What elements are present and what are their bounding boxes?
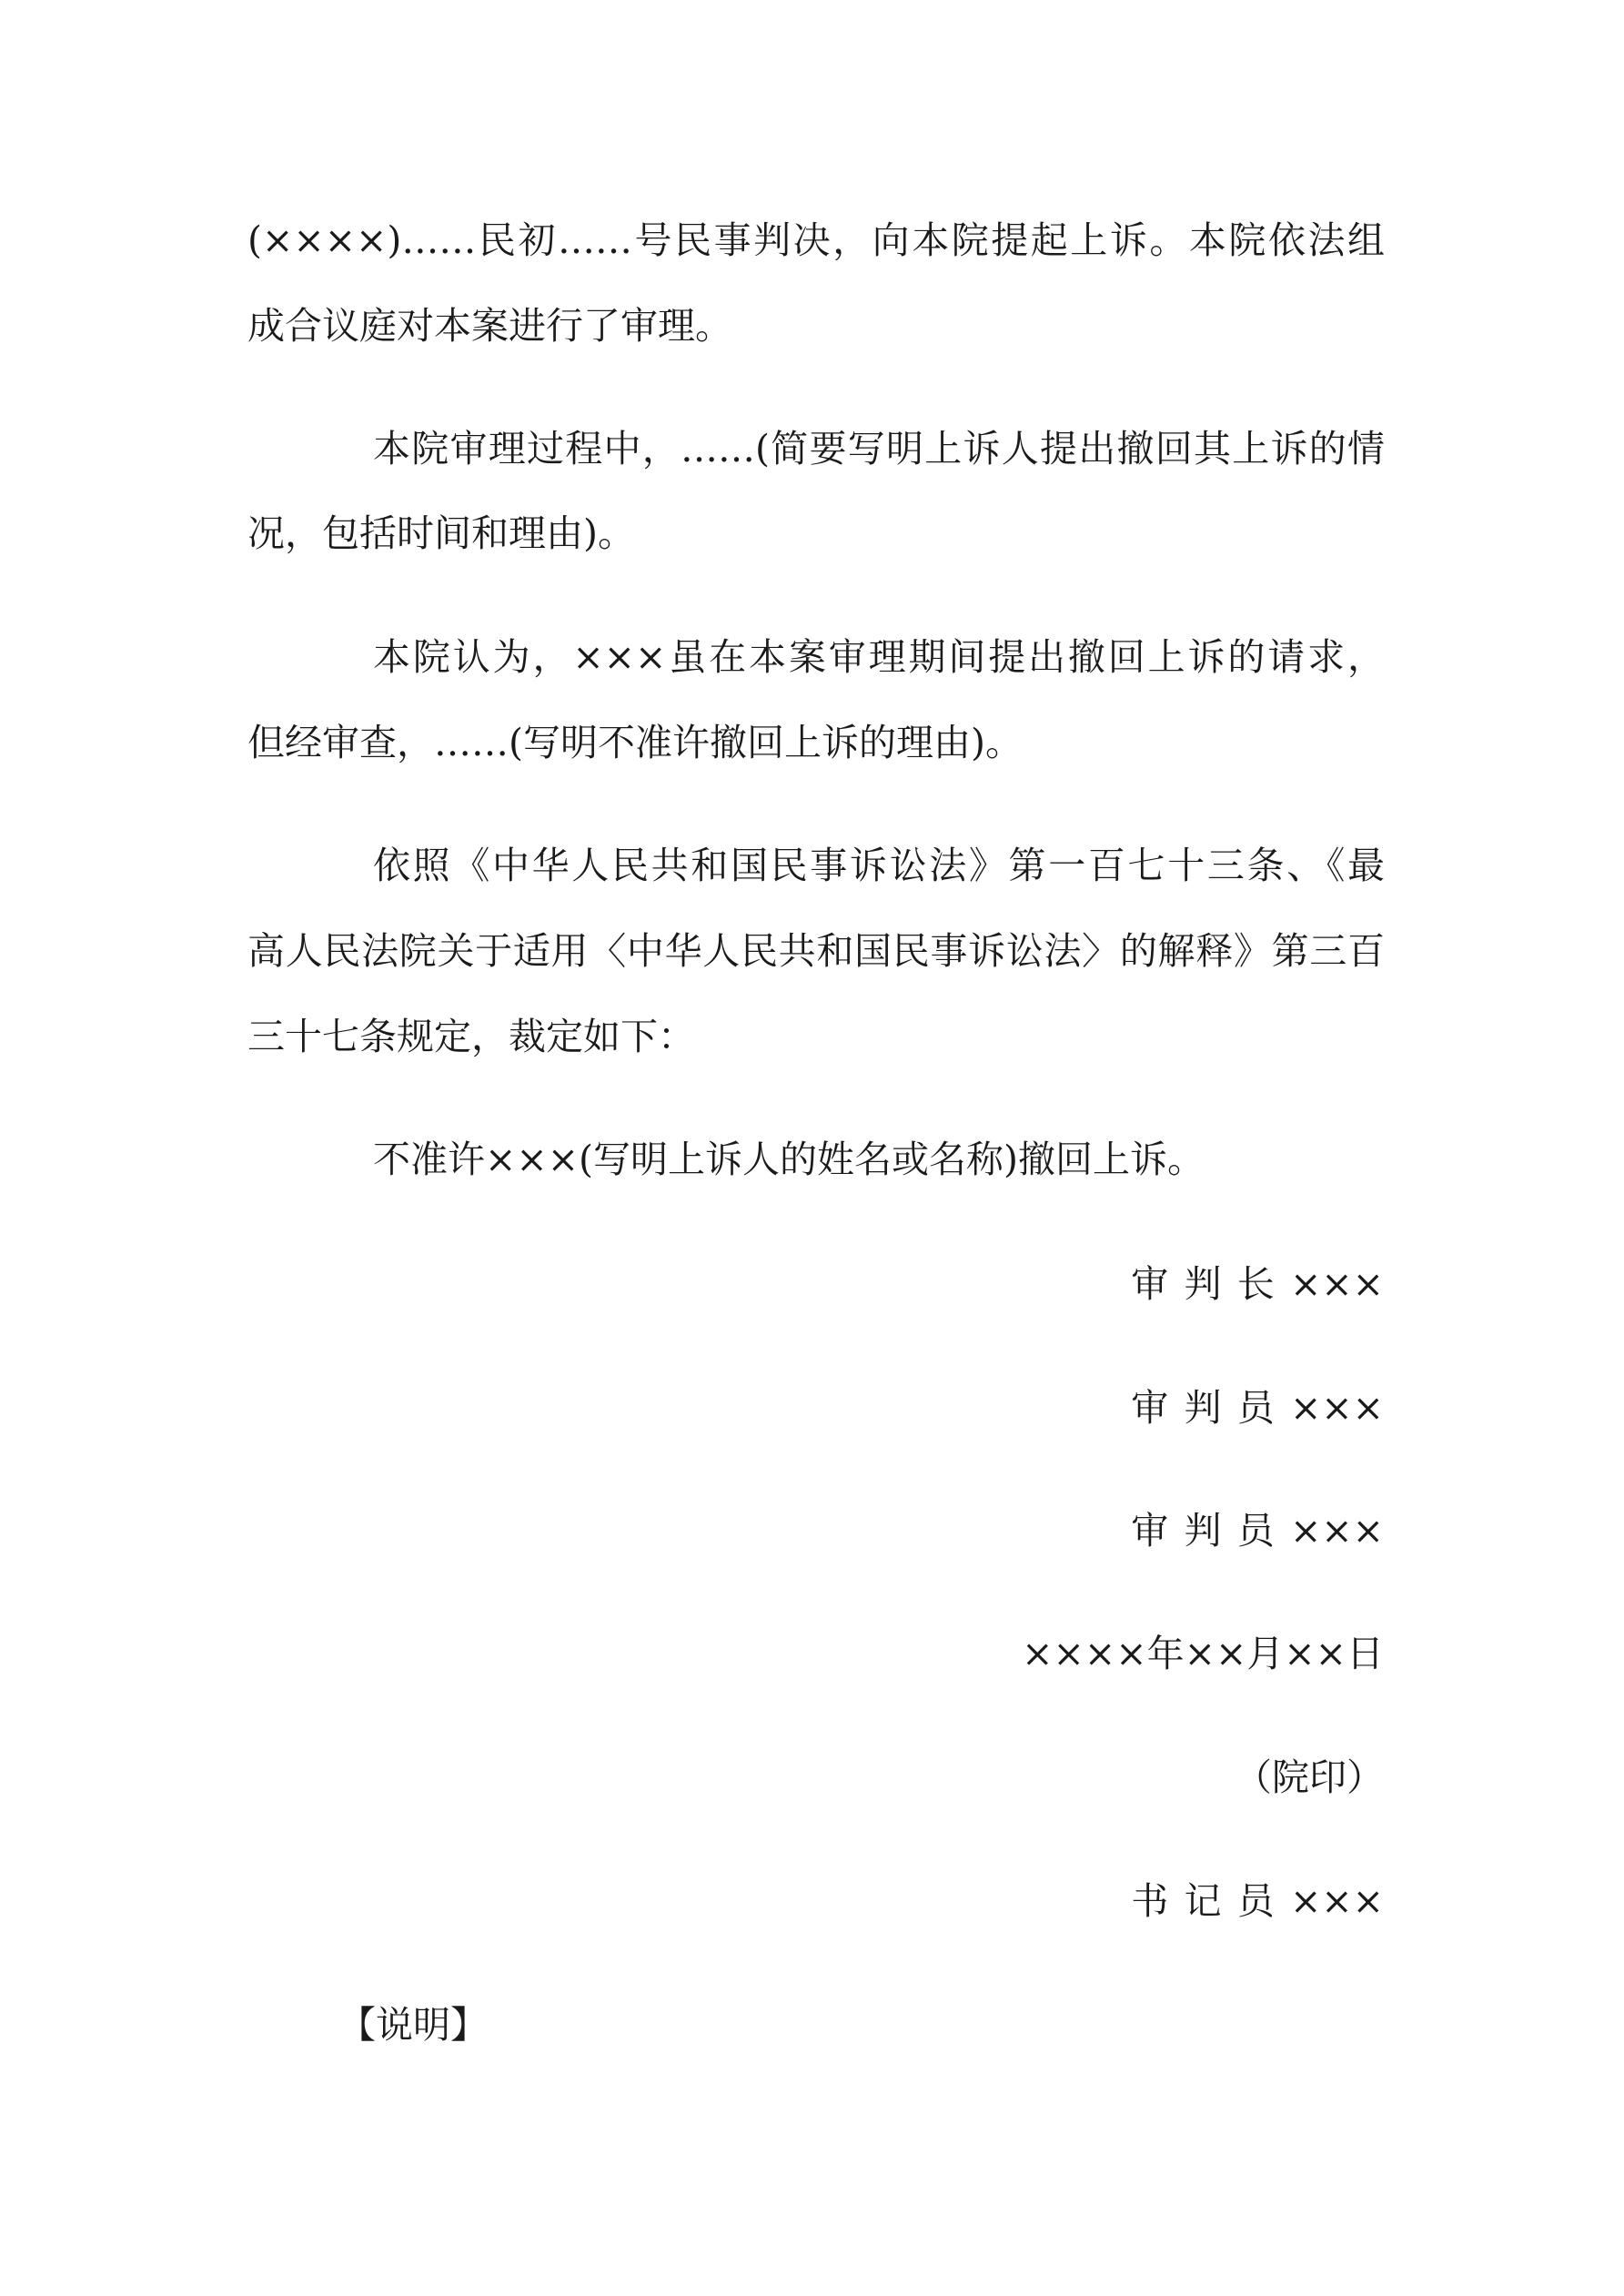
note-title: 【说明】 bbox=[338, 2003, 488, 2047]
paragraph-4-line-2: 高人民法院关于适用〈中华人民共和国民事诉讼法〉的解释》第三百 bbox=[247, 929, 1385, 973]
paragraph-5-line-1: 不准许×××(写明上诉人的姓名或名称)撤回上诉。 bbox=[373, 1138, 1205, 1181]
paragraph-4-line-3: 三十七条规定，裁定如下： bbox=[247, 1015, 695, 1058]
signature-judge-2 bbox=[1131, 1505, 1384, 1556]
signature-clerk-name: ××× bbox=[1289, 1879, 1384, 1923]
signature-date: ××××年××月××日 bbox=[1022, 1632, 1384, 1675]
paragraph-1-line-2: 成合议庭对本案进行了审理。 bbox=[247, 304, 732, 348]
signature-judge-1-label: 审判员 bbox=[1131, 1386, 1290, 1430]
paragraph-3-line-2: 但经审查，……(写明不准许撤回上诉的理由)。 bbox=[247, 721, 1023, 764]
paragraph-3-line-1: 本院认为，×××虽在本案审理期间提出撤回上诉的请求， bbox=[373, 635, 1385, 679]
signature-presiding-judge-name: ××× bbox=[1289, 1262, 1384, 1306]
signature-clerk bbox=[1131, 1876, 1384, 1927]
paragraph-2-line-1: 本院审理过程中，……(简要写明上诉人提出撤回其上诉的情 bbox=[373, 427, 1385, 470]
paragraph-4-line-1: 依照《中华人民共和国民事诉讼法》第一百七十三条、《最 bbox=[373, 844, 1385, 887]
signature-presiding-judge-label: 审判长 bbox=[1131, 1262, 1290, 1306]
paragraph-1-line-1: (××××)……民初……号民事判决，向本院提起上诉。本院依法组 bbox=[247, 218, 1385, 262]
signature-judge-2-label: 审判员 bbox=[1131, 1509, 1290, 1553]
signature-judge-2-name: ××× bbox=[1289, 1509, 1384, 1553]
paragraph-2-line-2: 况，包括时间和理由)。 bbox=[247, 511, 635, 555]
court-seal-text: （院印） bbox=[1235, 1755, 1384, 1799]
signature-judge-1-name: ××× bbox=[1289, 1386, 1384, 1430]
signature-clerk-label: 书记员 bbox=[1131, 1879, 1290, 1923]
signature-presiding-judge bbox=[1131, 1259, 1384, 1310]
signature-judge-1 bbox=[1131, 1382, 1384, 1433]
